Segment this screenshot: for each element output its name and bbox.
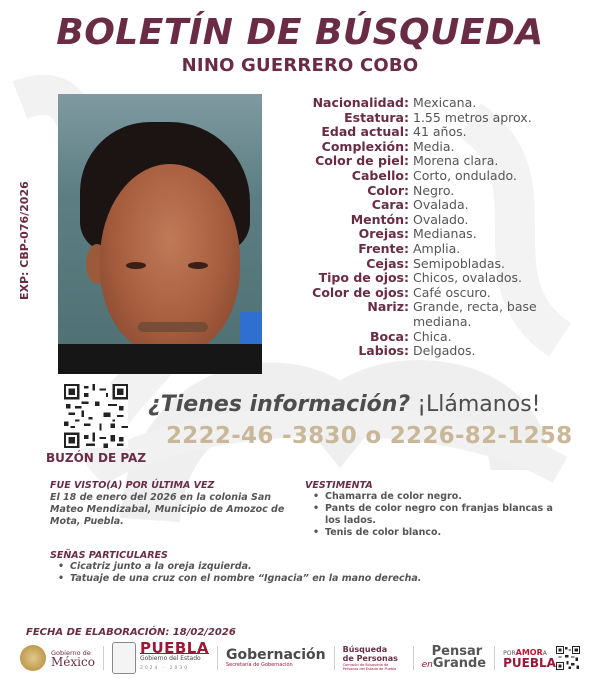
detail-row: [290, 125, 590, 140]
detail-value: 41 años.: [413, 124, 467, 140]
detail-value: Ovalado.: [413, 211, 469, 227]
grande-word: Grande: [432, 655, 487, 671]
en-word: en: [421, 659, 433, 670]
contact-call: ¡Llámanos!: [417, 392, 541, 417]
detail-label: Frente:: [358, 240, 409, 256]
detail-row: [290, 242, 590, 257]
detail-row: [290, 344, 590, 359]
detail-label: Labios:: [358, 343, 409, 359]
detail-label: Nacionalidad:: [312, 95, 409, 110]
detail-row: [290, 257, 590, 272]
detail-row: [290, 286, 590, 301]
detail-row: [290, 140, 590, 155]
detail-label: Tipo de ojos:: [318, 270, 409, 286]
clothing-item: • Pants de color negro con franjas blancas a los lados.: [305, 503, 565, 527]
file-number: EXP: CBP-076/2026: [18, 181, 31, 300]
detail-value: Semipobladas.: [413, 255, 506, 271]
mexico-seal-icon: [20, 645, 46, 671]
photo-eye-right: [188, 262, 208, 269]
gobierno-de-mexico-logo: [20, 645, 95, 671]
logo-divider: [413, 646, 414, 670]
detail-label: Mentón:: [350, 211, 409, 227]
distinguishing-marks-section: [50, 550, 500, 585]
detail-row: [290, 271, 590, 286]
detail-label: Cara:: [371, 197, 409, 213]
detail-label: Edad actual:: [321, 124, 409, 140]
bulletin-title: BOLETÍN DE BÚSQUEDA: [56, 12, 544, 53]
puebla-years: 2024 · 2030: [139, 665, 190, 671]
gobernacion-logo: [226, 648, 326, 668]
amor-a: A: [542, 649, 547, 657]
clothing-heading: VESTIMENTA: [305, 480, 373, 491]
puebla-crest-icon: [112, 642, 136, 674]
detail-row: [290, 227, 590, 242]
detail-row: [290, 184, 590, 199]
logo-divider: [103, 646, 104, 670]
puebla-big: PUEBLA: [139, 638, 209, 657]
qr-code-icon[interactable]: [64, 384, 128, 448]
busqueda-small: Comisión de Búsqueda de Personas del Estado de Puebla: [342, 663, 397, 671]
detail-label: Color:: [367, 182, 409, 198]
footer-qr-code-icon[interactable]: [556, 642, 580, 674]
detail-row: [290, 96, 590, 111]
puebla-logo: [112, 638, 209, 674]
last-seen-heading: FUE VISTO(A) POR ÚLTIMA VEZ: [50, 480, 215, 491]
gobernacion-big: Gobernación: [225, 647, 326, 663]
detail-label: Orejas:: [358, 226, 409, 242]
busqueda-big-1: Búsqueda: [342, 645, 388, 654]
missing-person-name: NINO GUERRERO COBO: [181, 55, 419, 76]
contact-question: ¿Tienes información?: [148, 392, 411, 417]
clothing-section: [305, 480, 565, 539]
clothing-item: • Tenis de color blanco.: [305, 527, 565, 539]
detail-row: [290, 198, 590, 213]
gobernacion-small: Secretaría de Gobernación: [225, 662, 293, 668]
detail-value: Chicos, ovalados.: [413, 270, 523, 286]
puebla-small: Gobierno del Estado: [140, 653, 209, 664]
clothing-item: • Chamarra de color negro.: [305, 491, 565, 503]
contact-prompt: [148, 392, 540, 417]
detail-value: Ovalada.: [413, 197, 469, 213]
amor-puebla: PUEBLA: [503, 655, 556, 670]
detail-value: Corto, ondulado.: [413, 167, 517, 183]
pensar-en-grande-logo: [421, 643, 487, 671]
detail-row: [290, 213, 590, 228]
detail-row: [290, 169, 590, 184]
por-amor-a-puebla-logo: [503, 648, 556, 669]
detail-label: Color de piel:: [315, 153, 409, 169]
physical-description: [290, 96, 590, 359]
gob-mexico-big: México: [51, 655, 95, 669]
detail-value: Café oscuro.: [413, 284, 491, 300]
detail-row: [290, 154, 590, 169]
amor-word: AMOR: [515, 647, 543, 657]
detail-row: [290, 300, 590, 329]
detail-value: Medianas.: [413, 226, 477, 242]
detail-label: Nariz:: [367, 299, 409, 315]
detail-label: Boca:: [370, 328, 409, 344]
detail-value: Delgados.: [413, 343, 476, 359]
detail-value: Mexicana.: [413, 95, 477, 110]
logo-divider: [494, 646, 495, 670]
footer-logos: [20, 640, 580, 676]
detail-value: Negro.: [413, 182, 455, 198]
detail-value: Amplia.: [413, 240, 461, 256]
mark-item: • Cicatriz junto a la oreja izquierda.: [50, 561, 500, 573]
detail-row: [290, 330, 590, 345]
marks-heading: SEÑAS PARTICULARES: [50, 550, 168, 561]
busqueda-personas-logo: [343, 645, 405, 671]
buzon-de-paz-label: BUZÓN DE PAZ: [46, 451, 147, 465]
logo-divider: [334, 646, 335, 670]
detail-label: Color de ojos:: [312, 284, 409, 300]
missing-person-photo: [58, 94, 262, 374]
logo-divider: [217, 646, 218, 670]
detail-label: Cejas:: [366, 255, 409, 271]
photo-shirt: [58, 344, 262, 374]
photo-eye-left: [126, 262, 146, 269]
pensar-word: Pensar: [431, 643, 483, 659]
last-seen-text: El 18 de enero del 2026 en la colonia San Mateo Mendizabal, Municipio de Amozoc de Mota, Puebla.: [50, 492, 285, 527]
detail-label: Complexión:: [321, 138, 409, 154]
photo-mustache: [138, 322, 208, 332]
detail-value: Morena clara.: [413, 153, 499, 169]
detail-value: Media.: [413, 138, 455, 154]
detail-label: Cabello:: [351, 167, 409, 183]
detail-value: 1.55 metros aprox.: [413, 109, 532, 125]
detail-value: Grande, recta, base mediana.: [413, 299, 537, 329]
detail-value: Chica.: [413, 328, 452, 344]
elaboration-date: FECHA DE ELABORACIÓN: 18/02/2026: [26, 627, 236, 638]
busqueda-big-2: de Personas: [342, 654, 398, 663]
last-seen-section: [50, 480, 300, 528]
detail-label: Estatura:: [344, 109, 409, 125]
amor-por: POR: [503, 649, 516, 657]
detail-row: [290, 111, 590, 126]
gob-mexico-small: Gobierno de: [51, 649, 91, 657]
contact-phone-numbers[interactable]: 2222-46 -3830 o 2226-82-1258: [166, 423, 573, 449]
mark-item: • Tatuaje de una cruz con el nombre “Ignacia” en la mano derecha.: [50, 573, 500, 585]
